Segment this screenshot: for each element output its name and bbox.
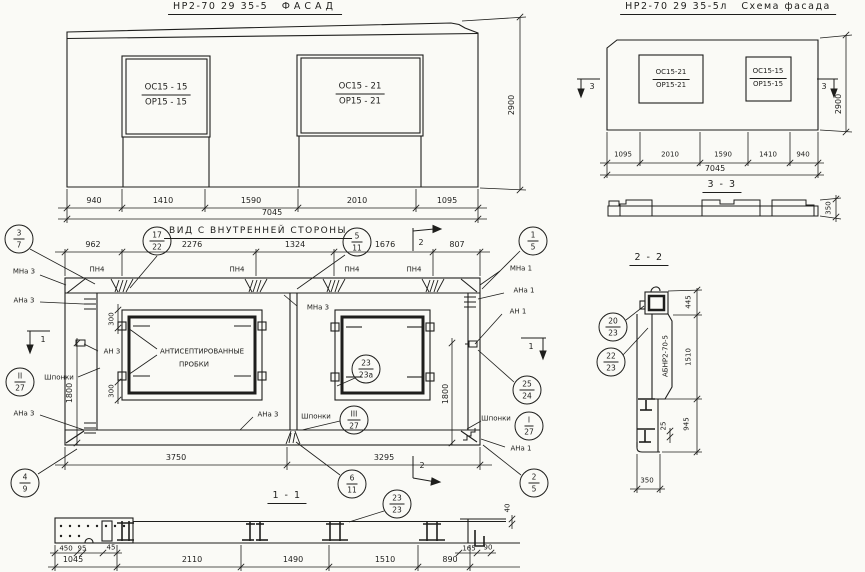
facade-dim-940: 940 — [86, 196, 102, 205]
scheme-dim-1410: 1410 — [759, 150, 777, 159]
s11-dim-450: 450 — [59, 544, 73, 553]
section-flag-1-left: 1 — [40, 335, 46, 344]
note-antiseptic-plugs-1: АНТИСЕПТИРОВАННЫЕ — [159, 347, 245, 356]
facade-dim-1590: 1590 — [240, 196, 262, 205]
facade-dim-1410: 1410 — [152, 196, 174, 205]
facade-dim-height: 2900 — [507, 94, 516, 116]
scheme-section-flags — [577, 79, 838, 97]
dim-40: 40 — [503, 503, 512, 513]
callout-17-22: 17 22 — [143, 227, 172, 256]
inner-dim-2276: 2276 — [181, 240, 203, 249]
scheme-dim-1095: 1095 — [614, 150, 632, 159]
scheme-window-2-label: ОС15-15 ОР15-15 — [750, 68, 787, 88]
section-flag-2-bottom: 2 — [419, 461, 425, 470]
callout-III-27: III 27 — [340, 406, 369, 435]
s22-dim-445: 445 — [684, 295, 693, 309]
callout-6-11: 6 11 — [338, 470, 367, 499]
section-3-3-title: 3 - 3 — [702, 179, 741, 193]
joint-beams — [242, 521, 445, 541]
label-ana1-top: АНа 1 — [513, 286, 535, 295]
pn4-label-4: ПН4 — [406, 265, 422, 274]
s22-dim-945: 945 — [682, 417, 691, 431]
label-ana3-bottom: АНа 3 — [13, 409, 35, 418]
facade-window-2-label: ОС15 - 21 ОР15 - 21 — [336, 83, 385, 106]
rebar-dots — [60, 525, 125, 537]
facade-name: ФАСАД — [281, 1, 337, 12]
facade-dim-lines — [58, 14, 526, 223]
scheme-dim-height: 2900 — [834, 93, 843, 115]
facade-dim-total: 7045 — [261, 208, 283, 217]
scheme-name: Схема фасада — [741, 1, 831, 12]
s22-dim-350: 350 — [640, 476, 654, 485]
s11-dim-1510: 1510 — [374, 555, 396, 564]
label-mna3-mid: МНа 3 — [306, 303, 330, 312]
pn4-label-3: ПН4 — [344, 265, 360, 274]
note-antiseptic-plugs-2: ПРОБКИ — [178, 360, 210, 369]
scheme-flag-3-left: 3 — [589, 82, 595, 91]
facade-code: НР2-70 29 35-5 — [173, 1, 269, 12]
s22-dim-1510: 1510 — [684, 348, 693, 366]
scheme-dim-total: 7045 — [704, 164, 726, 173]
inner-dim-962: 962 — [85, 240, 101, 249]
callout-2-5: 2 5 — [520, 469, 549, 498]
facade-outline — [67, 23, 478, 187]
pn4-label-1: ПН4 — [89, 265, 105, 274]
label-ana3-top: АНа 3 — [13, 296, 35, 305]
section-flag-2-top: 2 — [418, 238, 424, 247]
facade-title — [168, 1, 342, 15]
section-2-2-title: 2 - 2 — [629, 252, 668, 266]
scheme-window-1-label: ОС15-21 ОР15-21 — [653, 69, 690, 89]
facade-dim-1095: 1095 — [436, 196, 458, 205]
inner-dim-807: 807 — [449, 240, 465, 249]
scheme-dim-940: 940 — [796, 150, 810, 159]
s11-dim-95: 95 — [77, 544, 87, 553]
section-2-2-dims — [623, 287, 702, 493]
section-1-1-title: 1 - 1 — [267, 490, 306, 504]
callout-II-27: II 27 — [6, 368, 35, 397]
panel-joint-hatching — [107, 279, 444, 444]
scheme-dim-2010: 2010 — [661, 150, 679, 159]
scheme-code: НР2-70 29 35-5л — [625, 1, 728, 12]
section-3-3-height: 350 — [824, 201, 833, 215]
inner-view-outline — [65, 278, 480, 445]
s11-dim-1045: 1045 — [62, 555, 84, 564]
label-ana3-mid: АНа 3 — [257, 410, 279, 419]
inner-view-dim-lines — [55, 249, 492, 470]
label-shponki-mid: Шпонки — [301, 412, 331, 421]
dim-300-bottom: 300 — [107, 384, 116, 398]
section-flag-1-right: 1 — [528, 342, 534, 351]
inner-dim-3750: 3750 — [165, 453, 187, 462]
callout-4-9: 4 9 — [11, 469, 40, 498]
label-an3: АН 3 — [103, 347, 121, 356]
callout-1-5: 1 5 — [519, 227, 548, 256]
dim-1800-right: 1800 — [441, 383, 450, 405]
callout-25-24: 25 24 — [513, 376, 542, 405]
s11-dim-45: 45 — [106, 543, 116, 552]
scheme-title — [620, 1, 836, 15]
callout-I-27: I 27 — [515, 412, 544, 441]
section-2-2-drawing — [623, 287, 702, 493]
panel-stamp: АБНР2-70-5 — [661, 335, 670, 377]
inner-view-title: ВИД С ВНУТРЕННЕЙ СТОРОНЫ — [164, 226, 352, 239]
dim-1800-left: 1800 — [65, 382, 74, 404]
dim-300-top: 300 — [107, 312, 116, 326]
inner-dim-1324: 1324 — [284, 240, 306, 249]
callout-3-7: 3 7 — [5, 225, 34, 254]
label-mna3-top: МНа 3 — [12, 267, 36, 276]
s11-dim-1490: 1490 — [282, 555, 304, 564]
inner-dim-1676: 1676 — [374, 240, 396, 249]
s11-dim-890: 890 — [442, 555, 458, 564]
s11-dim-165: 165 — [462, 544, 476, 553]
callout-20-23: 20 23 — [599, 313, 628, 342]
label-an1: АН 1 — [509, 307, 527, 316]
pn4-label-2: ПН4 — [229, 265, 245, 274]
label-ana1-bottom: АНа 1 — [510, 444, 532, 453]
callout-23-23a: 23 23а — [352, 355, 381, 384]
facade-window-1-label: ОС15 - 15 ОР15 - 15 — [142, 84, 191, 107]
callout-22-23: 22 23 — [597, 348, 626, 377]
s22-dim-25: 25 — [659, 421, 668, 431]
s11-dim-90: 90 — [483, 543, 493, 552]
inner-dim-3295: 3295 — [373, 453, 395, 462]
callout-5-11: 5 11 — [343, 228, 372, 257]
label-mna1: МНа 1 — [509, 264, 533, 273]
scheme-flag-3-right: 3 — [821, 82, 827, 91]
facade-dim-2010: 2010 — [346, 196, 368, 205]
label-shponki-right: Шпонки — [481, 414, 511, 423]
label-shponki-left: Шпонки — [44, 373, 74, 382]
s11-dim-2110: 2110 — [181, 555, 203, 564]
scheme-dim-1590: 1590 — [714, 150, 732, 159]
section-3-3-drawing — [608, 195, 841, 222]
callout-23-23: 23 23 — [383, 490, 412, 519]
